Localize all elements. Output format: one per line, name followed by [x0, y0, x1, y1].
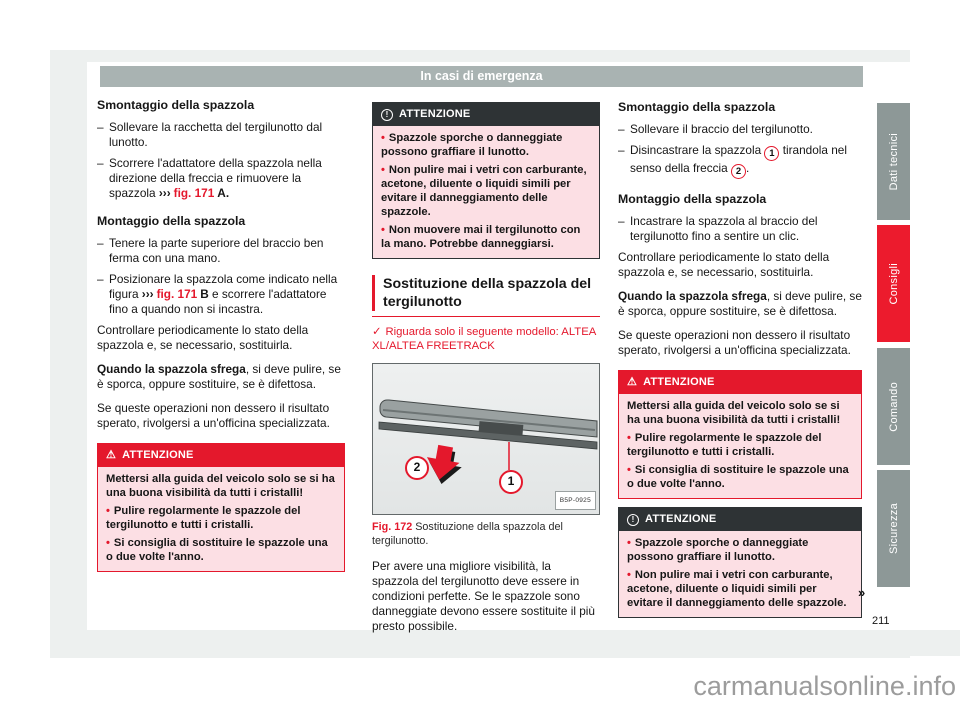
figure-number: Fig. 172: [372, 521, 413, 533]
body-paragraph: Se queste operazioni non dessero il risultato sperato, rivolgersi a un'officina specializzata.: [97, 401, 330, 430]
subsection-heading: Montaggio della spazzola: [97, 214, 246, 228]
warning-item: • Pulire regolarmente le spazzole del tergilunotto e tutti i cristalli.: [106, 505, 301, 531]
warning-item: • Pulire regolarmente le spazzole del tergilunotto e tutti i cristalli.: [627, 432, 822, 458]
callout-1-icon: 1: [764, 146, 779, 161]
tab-sicurezza[interactable]: [877, 470, 910, 587]
warning-lead: Mettersi alla guida del veicolo solo se si ha una buona visibilità da tutti i cristalli!: [627, 400, 841, 426]
bullet-icon: •: [627, 464, 631, 476]
callout-2-icon: 2: [731, 164, 746, 179]
figure-caption: Fig. 172 Sostituzione della spazzola del tergilunotto.: [372, 521, 563, 547]
body-paragraph: Controllare periodicamente lo stato della spazzola e, se necessario, sostituirla.: [618, 250, 830, 279]
warning-header: [373, 103, 599, 126]
bullet-icon: •: [106, 505, 110, 517]
figure-callout-2: 2: [405, 456, 429, 480]
bullet-icon: •: [106, 537, 110, 549]
watermark: carmanualsonline.info: [693, 671, 956, 701]
warning-box-red: [97, 443, 345, 572]
column-middle: [372, 100, 600, 643]
warning-title: ATTENZIONE: [643, 376, 715, 388]
scan-background-strip: [910, 630, 960, 656]
warning-item: • Si consiglia di sostituire le spazzole una o due volte l'anno.: [627, 464, 849, 490]
warning-triangle-icon: ⚠: [627, 376, 638, 388]
subsection-heading: Smontaggio della spazzola: [618, 100, 776, 114]
warning-exclamation-icon: !: [381, 109, 393, 121]
dash-glyph: –: [97, 272, 104, 286]
body-paragraph: Controllare periodicamente lo stato della spazzola e, se necessario, sostituirla.: [97, 323, 309, 352]
warning-title: ATTENZIONE: [645, 513, 717, 525]
warning-box-red: [618, 370, 862, 499]
page-number: 211: [872, 615, 890, 627]
warning-triangle-icon: ⚠: [106, 449, 117, 461]
dash-glyph: –: [97, 156, 104, 170]
column-left: [97, 98, 345, 572]
warning-header: [619, 371, 861, 394]
warning-item: • Si consiglia di sostituire le spazzole una o due volte l'anno.: [106, 537, 328, 563]
bullet-icon: •: [627, 537, 631, 549]
warning-exclamation-icon: !: [627, 514, 639, 526]
figure-callout-1: 1: [499, 470, 523, 494]
tab-label: Dati tecnici: [887, 132, 900, 191]
tab-label: Comando: [887, 381, 900, 432]
bullet-icon: •: [381, 164, 385, 176]
dash-glyph: –: [618, 122, 625, 136]
instruction-item: – Sollevare il braccio del tergilunotto.: [618, 122, 813, 136]
column-right: [618, 100, 862, 618]
tab-comando[interactable]: [877, 348, 910, 465]
red-arrow-icon: [423, 443, 465, 487]
warning-header: [619, 508, 861, 531]
instruction-item: – Scorrere l'adattatore della spazzola nella direzione della freccia e rimuovere la spazzola ››› fig. 171 A.: [97, 156, 322, 200]
figure-reference-link[interactable]: fig. 171: [173, 186, 215, 200]
tab-label: Sicurezza: [887, 503, 900, 554]
section-rule: [372, 316, 600, 317]
warning-item: • Non muovere mai il tergilunotto con la mano. Potrebbe danneggiarsi.: [381, 224, 581, 250]
body-paragraph: Per avere una migliore visibilità, la spazzola del tergilunotto deve essere in condizioni perfette. Se le spazzole sono danneggiate devono essere sostituite il più presto possibile.: [372, 559, 595, 633]
warning-box-dark: [372, 102, 600, 259]
checkmark-icon: ✓: [372, 326, 382, 338]
warning-header: [98, 444, 344, 467]
body-paragraph: Se queste operazioni non dessero il risultato sperato, rivolgersi a un'officina specializzata.: [618, 328, 851, 357]
instruction-item: – Posizionare la spazzola come indicato nella figura ››› fig. 171 B e scorrere l'adattatore fino a quando non si incastra.: [97, 272, 338, 316]
subsection-heading: Smontaggio della spazzola: [97, 98, 255, 112]
dash-glyph: –: [97, 236, 104, 250]
instruction-item: – Disincastrare la spazzola 1 tirandola nel senso della freccia 2 .: [618, 143, 847, 177]
figure-172: [372, 363, 600, 515]
body-paragraph: Quando la spazzola sfrega, si deve pulire, se è sporca, oppure sostituire, se è difettosa.: [97, 362, 341, 391]
bullet-icon: •: [381, 132, 385, 144]
warning-box-dark: [618, 507, 862, 618]
continuation-marker: »: [858, 585, 866, 600]
dash-glyph: –: [618, 143, 625, 157]
section-title: Sostituzione della spazzola del tergilunotto: [372, 275, 600, 311]
tab-dati-tecnici[interactable]: [877, 103, 910, 220]
instruction-item: – Tenere la parte superiore del braccio ben ferma con una mano.: [97, 236, 324, 265]
model-applicability-note: ✓ Riguarda solo il seguente modello: ALTEA XL/ALTEA FREETRACK: [372, 326, 596, 352]
figure-code-label: B5P-0925: [555, 491, 596, 510]
subsection-heading: Montaggio della spazzola: [618, 192, 767, 206]
chapter-header: In casi di emergenza: [100, 66, 863, 87]
warning-item: • Non pulire mai i vetri con carburante, acetone, diluente o liquidi simili per evitare il danneggiamento delle spazzole.: [627, 569, 847, 609]
warning-item: • Spazzole sporche o danneggiate possono graffiare il lunotto.: [627, 537, 809, 563]
bullet-icon: •: [627, 432, 631, 444]
warning-title: ATTENZIONE: [399, 108, 471, 120]
tab-label: Consigli: [887, 262, 900, 305]
chevrons-icon: ›››: [158, 186, 171, 200]
bullet-icon: •: [381, 224, 385, 236]
bullet-icon: •: [627, 569, 631, 581]
chevrons-icon: ›››: [141, 287, 154, 301]
figure-reference-link[interactable]: fig. 171: [156, 287, 198, 301]
warning-lead: Mettersi alla guida del veicolo solo se si ha una buona visibilità da tutti i cristalli!: [106, 473, 335, 499]
dash-glyph: –: [97, 120, 104, 134]
dash-glyph: –: [618, 214, 625, 228]
instruction-item: – Sollevare la racchetta del tergilunotto dal lunotto.: [97, 120, 323, 149]
warning-title: ATTENZIONE: [122, 449, 194, 461]
tab-consigli[interactable]: [877, 225, 910, 342]
warning-item: • Spazzole sporche o danneggiate possono graffiare il lunotto.: [381, 132, 563, 158]
instruction-item: – Incastrare la spazzola al braccio del tergilunotto fino a sentire un clic.: [618, 214, 818, 243]
body-paragraph: Quando la spazzola sfrega, si deve pulire, se è sporca, oppure sostituire, se è difettosa.: [618, 289, 862, 318]
warning-item: • Non pulire mai i vetri con carburante, acetone, diluente o liquidi simili per evitare il danneggiamento delle spazzole.: [381, 164, 587, 218]
